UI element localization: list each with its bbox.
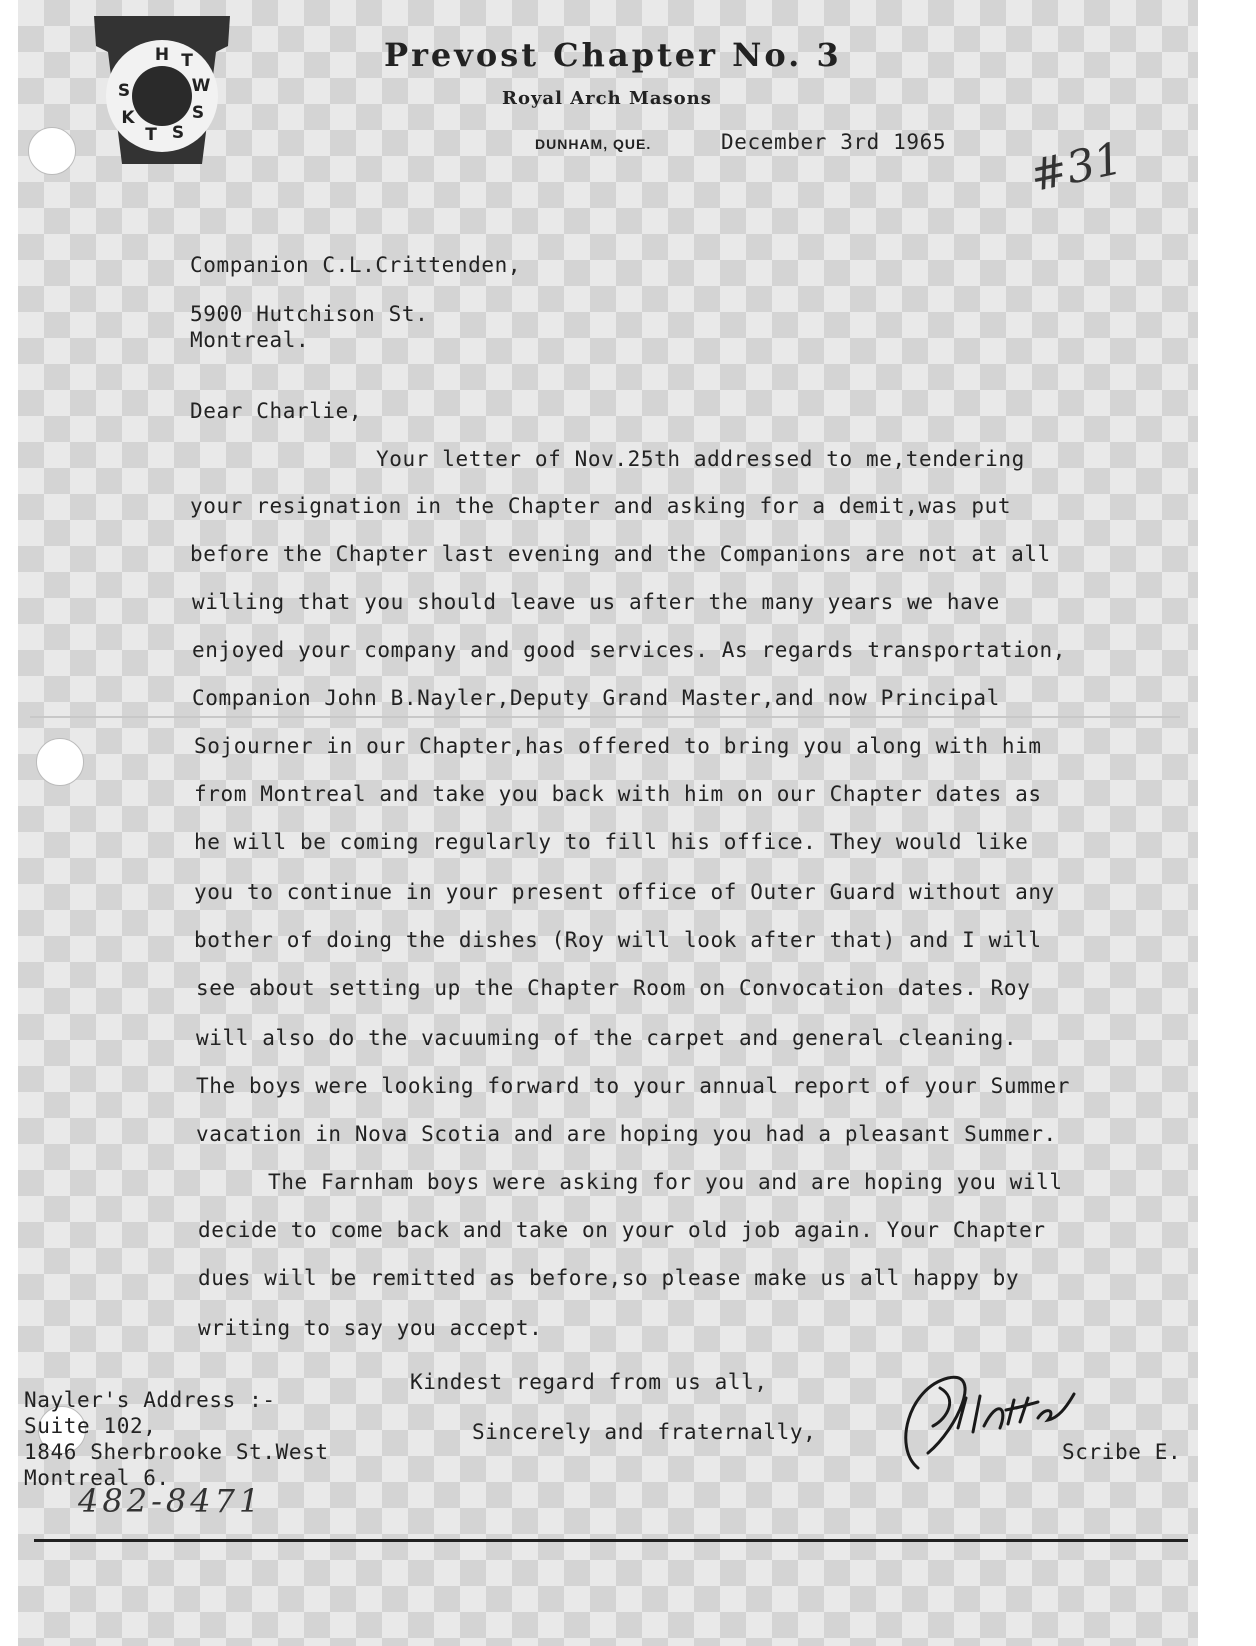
body-line: enjoyed your company and good services. As regards transportation, (192, 638, 1067, 662)
body-line: will also do the vacuuming of the carpet and general cleaning. (196, 1026, 1018, 1050)
signer-title: Scribe E. (1062, 1440, 1182, 1464)
side-note-label: Nayler's Address :- (24, 1388, 276, 1412)
svg-text:H: H (154, 45, 170, 65)
body-line: writing to say you accept. (198, 1316, 543, 1340)
body-line: Sojourner in our Chapter,has offered to bring you along with him (194, 734, 1042, 758)
punch-hole (28, 127, 76, 175)
recipient-street: 5900 Hutchison St. (190, 302, 429, 326)
body-line: he will be coming regularly to fill his office. They would like (194, 830, 1029, 854)
svg-text:W: W (191, 76, 211, 96)
body-line: from Montreal and take you back with him on our Chapter dates as (194, 782, 1042, 806)
svg-text:T: T (181, 51, 193, 71)
punch-hole (36, 738, 84, 786)
letterhead-place: DUNHAM, QUE. (535, 136, 652, 152)
body-line: bother of doing the dishes (Roy will look after that) and I will (194, 928, 1042, 952)
bottom-rule (34, 1539, 1188, 1542)
svg-text:S: S (117, 81, 131, 101)
letterhead-title: Prevost Chapter No. 3 (384, 36, 842, 74)
signature (888, 1358, 1108, 1488)
body-line: dues will be remitted as before,so please make us all happy by (198, 1266, 1020, 1290)
closing-signoff: Sincerely and fraternally, (472, 1420, 817, 1444)
side-note-phone: 482-8471 (78, 1482, 264, 1520)
body-line: The Farnham boys were asking for you and are hoping you will (268, 1170, 1063, 1194)
body-line: your resignation in the Chapter and asking for a demit,was put (190, 494, 1012, 518)
body-line: vacation in Nova Scotia and are hoping you had a pleasant Summer. (196, 1122, 1057, 1146)
svg-text:K: K (121, 108, 135, 128)
body-line: The boys were looking forward to your annual report of your Summer (196, 1074, 1071, 1098)
body-line: willing that you should leave us after the many years we have (192, 590, 1000, 614)
svg-text:T: T (145, 125, 157, 145)
side-note-suite: Suite 102, (24, 1414, 157, 1438)
svg-text:S: S (191, 103, 205, 123)
side-note-city: Montreal 6. (24, 1466, 170, 1490)
recipient-city: Montreal. (190, 328, 310, 352)
body-line: before the Chapter last evening and the Companions are not at all (190, 542, 1051, 566)
recipient-name: Companion C.L.Crittenden, (190, 253, 522, 277)
body-line: Companion John B.Nayler,Deputy Grand Master,and now Principal (192, 686, 1000, 710)
body-line: Your letter of Nov.25th addressed to me,tendering (376, 447, 1025, 471)
salutation: Dear Charlie, (190, 399, 363, 423)
fold-line (30, 716, 1180, 718)
closing-regards: Kindest regard from us all, (410, 1370, 768, 1394)
side-note-street: 1846 Sherbrooke St.West (24, 1440, 329, 1464)
body-line: see about setting up the Chapter Room on Convocation dates. Roy (196, 976, 1031, 1000)
svg-text:S: S (171, 123, 185, 143)
body-line: you to continue in your present office of Outer Guard without any (194, 880, 1055, 904)
letter-date: December 3rd 1965 (721, 130, 947, 154)
file-mark: #31 (1025, 132, 1128, 203)
keystone-logo (92, 12, 232, 172)
letterhead-subtitle: Royal Arch Masons (502, 88, 712, 109)
body-line: decide to come back and take on your old job again. Your Chapter (198, 1218, 1046, 1242)
